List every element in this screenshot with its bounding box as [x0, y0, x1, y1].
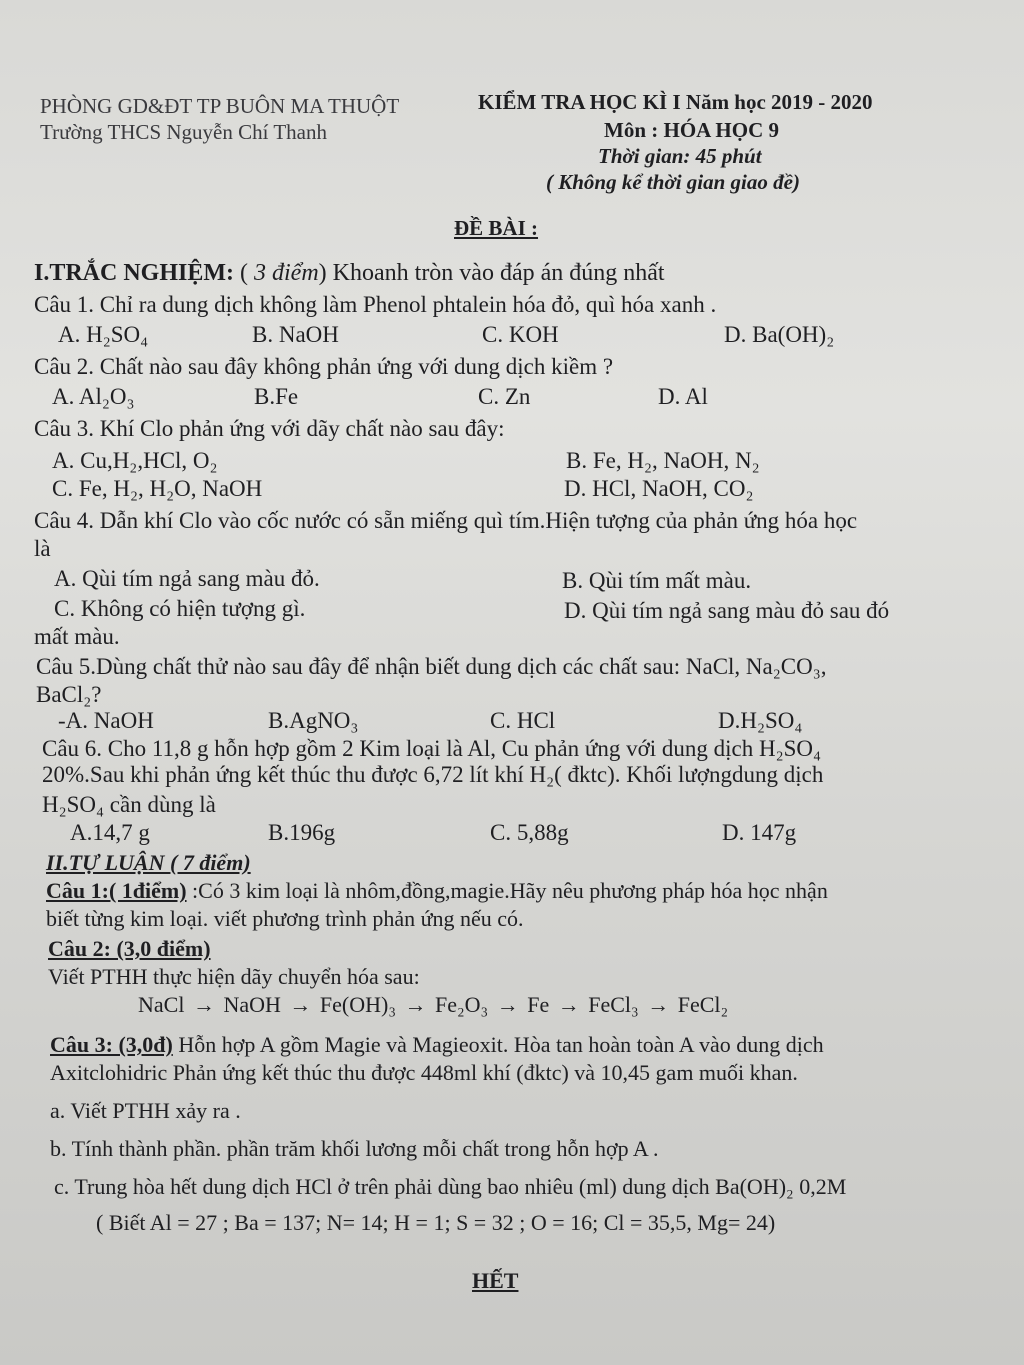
q4-option-d: D. Qùi tím ngả sang màu đỏ sau đó	[564, 598, 890, 623]
arrow-icon: →	[557, 992, 580, 1017]
exam-time: Thời gian: 45 phút	[598, 144, 762, 168]
essay-2-text: Viết PTHH thực hiện dãy chuyển hóa sau:	[48, 964, 420, 989]
q3-option-c: C. Fe, H₂, H₂O, NaOH	[52, 476, 263, 501]
arrow-icon: →	[647, 992, 670, 1017]
part1-heading	[34, 260, 665, 287]
essay-1-text: :Có 3 kim loại là nhôm,đồng,magie.Hãy nêu phương pháp hóa học nhận	[186, 878, 828, 903]
q1-option-b: B. NaOH	[252, 322, 339, 347]
q5-option-d: D.H₂SO₄	[718, 708, 803, 733]
subject: Môn : HÓA HỌC 9	[604, 118, 780, 142]
essay-2-label: Câu 2: (3,0 điểm)	[48, 936, 211, 961]
q4-option-a: A. Qùi tím ngả sang màu đỏ.	[54, 566, 320, 591]
essay-3-part-c: c. Trung hòa hết dung dịch HCl ở trên phải dùng bao nhiêu (ml) dung dịch Ba(OH)₂ 0,2M	[54, 1174, 847, 1199]
q6-option-d: D. 147g	[722, 820, 797, 845]
essay-1-line2: biết từng kim loại. viết phương trình phản ứng nếu có.	[46, 906, 524, 931]
q3-option-a: A. Cu,H₂,HCl, O₂	[52, 448, 218, 473]
question-4-line2: là	[34, 536, 51, 561]
essay-3-label: Câu 3: (3,0đ)	[50, 1032, 173, 1057]
question-5-line2: BaCl₂?	[36, 682, 102, 707]
q5-option-b: B.AgNO₃	[268, 708, 359, 733]
q2-option-c: C. Zn	[478, 384, 531, 409]
q6-option-b: B.196g	[268, 820, 336, 845]
essay-3-part-a: a. Viết PTHH xảy ra .	[50, 1098, 241, 1123]
q1-option-d: D. Ba(OH)₂	[724, 322, 835, 347]
arrow-icon: →	[192, 992, 215, 1017]
q4-option-b: B. Qùi tím mất màu.	[562, 568, 752, 593]
q3-option-b: B. Fe, H₂, NaOH, N₂	[566, 448, 760, 473]
chain-item-6: FeCl₃	[588, 992, 639, 1017]
q6-option-a: A.14,7 g	[70, 820, 150, 845]
q1-option-c: C. KOH	[482, 322, 559, 347]
q4-option-c: C. Không có hiện tượng gì.	[54, 596, 306, 621]
essay-3-part-b: b. Tính thành phần. phần trăm khối lương mỗi chất trong hỗn hợp A .	[50, 1136, 659, 1161]
chain-item-5: Fe	[527, 992, 550, 1017]
part1-heading-bold: I.TRẮC NGHIỆM:	[34, 260, 235, 286]
q5-option-a: -A. NaOH	[58, 708, 154, 733]
arrow-icon: →	[496, 992, 519, 1017]
chain-item-2: NaOH	[223, 992, 281, 1017]
q2-option-b: B.Fe	[254, 384, 299, 409]
chain-item-1: NaCl	[138, 992, 185, 1017]
q4-option-d-cont: mất màu.	[34, 624, 120, 649]
q6-option-c: C. 5,88g	[490, 820, 569, 845]
part1-heading-points: 3 điểm	[254, 260, 319, 286]
essay-3-line1	[50, 1032, 824, 1058]
question-4-line1: Câu 4. Dẫn khí Clo vào cốc nước có sẵn miếng quì tím.Hiện tượng của phản ứng hóa học	[34, 508, 858, 533]
chain-item-4: Fe₂O₃	[435, 992, 489, 1017]
q3-option-d: D. HCl, NaOH, CO₂	[564, 476, 754, 501]
question-6-line2: 20%.Sau khi phản ứng kết thúc thu được 6,72 lít khí H₂( đktc). Khối lượngdung dịch	[42, 762, 824, 787]
q2-option-d: D. Al	[658, 384, 708, 409]
reaction-chain	[138, 992, 728, 1018]
part2-heading: II.TỰ LUẬN ( 7 điểm)	[46, 850, 251, 875]
part1-heading-rest: ) Khoanh tròn vào đáp án đúng nhất	[318, 260, 665, 286]
q1-option-a: A. H₂SO₄	[58, 322, 149, 347]
question-6-line3: H₂SO₄ cần dùng là	[42, 792, 216, 817]
arrow-icon: →	[289, 992, 312, 1017]
question-1: Câu 1. Chỉ ra dung dịch không làm Phenol phtalein hóa đỏ, quì hóa xanh .	[34, 292, 717, 317]
arrow-icon: →	[404, 992, 427, 1017]
page-title: ĐỀ BÀI :	[454, 216, 539, 240]
exam-title: KIỂM TRA HỌC KÌ I Năm học 2019 - 2020	[478, 90, 873, 114]
part1-heading-open: (	[234, 260, 255, 286]
essay-3-line2: Axitclohidric Phản ứng kết thúc thu được 448ml khí (đktc) và 10,45 gam muối khan.	[50, 1060, 798, 1085]
dept-name: PHÒNG GD&ĐT TP BUÔN MA THUỘT	[40, 94, 400, 118]
end-marker: HẾT	[472, 1268, 519, 1293]
essay-1-label: Câu 1:( 1điểm)	[46, 878, 187, 903]
q5-option-c: C. HCl	[490, 708, 556, 733]
question-6-line1: Câu 6. Cho 11,8 g hỗn hợp gồm 2 Kim loại là Al, Cu phản ứng với dung dịch H₂SO₄	[42, 736, 822, 761]
q2-option-a: A. Al₂O₃	[52, 384, 135, 409]
given-atomic-masses: ( Biết Al = 27 ; Ba = 137; N= 14; H = 1; S = 32 ; O = 16; Cl = 35,5, Mg= 24)	[96, 1210, 776, 1235]
question-5-line1: Câu 5.Dùng chất thử nào sau đây để nhận biết dung dịch các chất sau: NaCl, Na₂CO₃,	[36, 654, 827, 679]
question-3: Câu 3. Khí Clo phản ứng với dãy chất nào sau đây:	[34, 416, 505, 441]
essay-3-text: Hỗn hợp A gồm Magie và Magieoxit. Hòa tan hoàn toàn A vào dung dịch	[172, 1032, 824, 1057]
essay-1-line1	[46, 878, 828, 904]
chain-item-3: Fe(OH)₃	[319, 992, 396, 1017]
chain-item-7: FeCl₂	[677, 992, 729, 1017]
exam-note: ( Không kể thời gian giao đề)	[546, 170, 800, 194]
school-name: Trường THCS Nguyễn Chí Thanh	[40, 120, 327, 144]
question-2: Câu 2. Chất nào sau đây không phản ứng với dung dịch kiềm ?	[34, 354, 614, 379]
